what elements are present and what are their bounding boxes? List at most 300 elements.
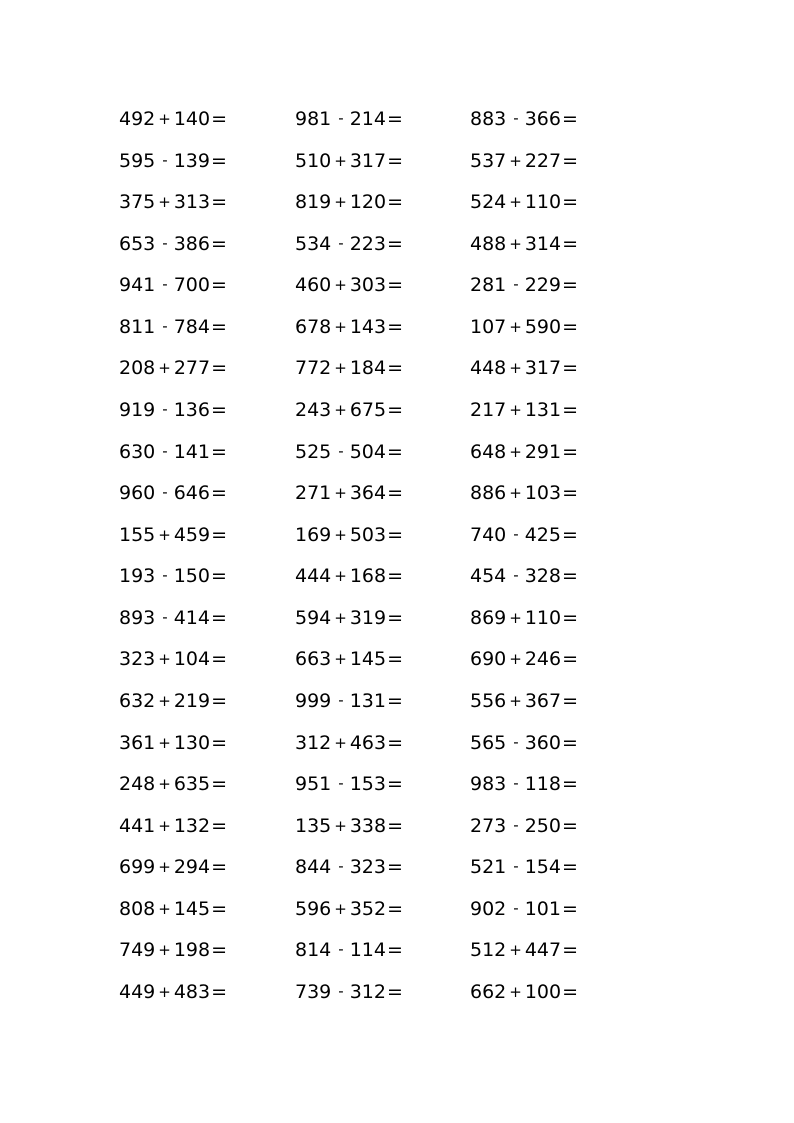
equals-sign: = (387, 191, 404, 214)
equals-sign: = (387, 648, 404, 671)
plus-sign: + (509, 359, 522, 378)
first-operand: 525 (295, 440, 332, 463)
second-operand: 154 (524, 856, 561, 879)
first-operand: 814 (295, 939, 332, 962)
equals-sign: = (562, 191, 579, 214)
arithmetic-problem (295, 395, 403, 425)
first-operand: 448 (470, 357, 507, 380)
minus-sign: - (338, 691, 344, 709)
second-operand: 323 (349, 856, 386, 879)
plus-sign: + (509, 442, 522, 461)
equals-sign: = (561, 897, 578, 920)
plus-sign: + (334, 151, 347, 170)
equals-sign: = (386, 440, 403, 463)
first-operand: 630 (119, 440, 156, 463)
first-operand: 449 (119, 981, 156, 1003)
second-operand: 414 (173, 606, 210, 629)
equals-sign: = (562, 357, 579, 380)
plus-sign: + (509, 317, 522, 336)
arithmetic-problem (295, 686, 403, 716)
equals-sign: = (211, 773, 228, 796)
plus-sign: + (158, 650, 171, 669)
plus-sign: + (158, 193, 171, 212)
second-operand: 132 (173, 814, 211, 837)
minus-sign: - (513, 857, 519, 876)
plus-sign: + (334, 359, 347, 378)
first-operand: 941 (119, 274, 156, 297)
second-operand: 367 (524, 690, 562, 712)
plus-sign: + (334, 733, 347, 752)
equals-sign: = (210, 399, 227, 421)
equals-sign: = (386, 232, 403, 255)
second-operand: 313 (173, 191, 211, 214)
second-operand: 784 (173, 315, 210, 338)
plus-sign: + (509, 234, 522, 253)
arithmetic-problem (119, 312, 227, 342)
first-operand: 653 (119, 232, 156, 255)
minus-sign: - (513, 566, 519, 585)
first-operand: 983 (470, 773, 507, 796)
first-operand: 595 (119, 149, 156, 172)
equals-sign: = (387, 731, 404, 754)
equals-sign: = (562, 690, 579, 712)
first-operand: 844 (295, 856, 332, 879)
first-operand: 960 (119, 482, 156, 505)
second-operand: 303 (349, 274, 387, 297)
first-operand: 271 (295, 482, 332, 505)
arithmetic-problem (470, 935, 578, 965)
minus-sign: - (162, 441, 168, 460)
first-operand: 565 (470, 731, 507, 754)
second-operand: 184 (349, 357, 387, 380)
first-operand: 951 (295, 773, 332, 796)
second-operand: 312 (349, 981, 386, 1003)
equals-sign: = (211, 108, 228, 130)
equals-sign: = (387, 149, 404, 172)
second-operand: 314 (524, 232, 562, 255)
first-operand: 819 (295, 191, 332, 214)
plus-sign: + (334, 317, 347, 336)
arithmetic-problem (119, 728, 227, 758)
first-operand: 492 (119, 108, 156, 130)
equals-sign: = (387, 897, 404, 920)
equals-sign: = (211, 814, 228, 837)
minus-sign: - (162, 150, 168, 169)
second-operand: 503 (349, 523, 387, 546)
minus-sign: - (162, 400, 168, 418)
arithmetic-problem (119, 187, 227, 217)
equals-sign: = (211, 731, 228, 754)
first-operand: 893 (119, 606, 156, 629)
second-operand: 646 (173, 482, 210, 505)
second-operand: 219 (173, 690, 211, 712)
arithmetic-problem (295, 478, 403, 508)
first-operand: 521 (470, 856, 507, 879)
arithmetic-problem (119, 437, 227, 467)
equals-sign: = (210, 565, 227, 588)
plus-sign: + (334, 484, 347, 503)
first-operand: 999 (295, 690, 332, 712)
second-operand: 136 (173, 399, 210, 421)
first-operand: 534 (295, 232, 332, 255)
first-operand: 135 (295, 814, 332, 837)
arithmetic-problem (470, 146, 578, 176)
plus-sign: + (158, 775, 171, 794)
first-operand: 678 (295, 315, 332, 338)
arithmetic-problem (119, 478, 227, 508)
equals-sign: = (561, 731, 578, 754)
arithmetic-problem (470, 561, 578, 591)
arithmetic-problem (119, 935, 227, 965)
first-operand: 537 (470, 149, 507, 172)
second-operand: 338 (349, 814, 387, 837)
plus-sign: + (334, 193, 347, 212)
plus-sign: + (334, 525, 347, 544)
second-operand: 150 (173, 565, 210, 588)
arithmetic-problem (295, 769, 403, 799)
arithmetic-problem (119, 353, 227, 383)
minus-sign: - (338, 940, 344, 959)
minus-sign: - (513, 898, 519, 917)
equals-sign: = (387, 482, 404, 505)
second-operand: 198 (173, 939, 211, 962)
first-operand: 512 (470, 939, 507, 962)
arithmetic-problem (470, 437, 578, 467)
equals-sign: = (387, 399, 404, 421)
equals-sign: = (386, 773, 403, 796)
arithmetic-problem (295, 977, 403, 1007)
equals-sign: = (562, 482, 579, 505)
arithmetic-problem (470, 728, 578, 758)
minus-sign: - (162, 275, 168, 294)
arithmetic-problem (119, 811, 227, 841)
first-operand: 510 (295, 149, 332, 172)
arithmetic-problem (470, 603, 578, 633)
equals-sign: = (211, 357, 228, 380)
second-operand: 131 (349, 690, 386, 712)
equals-sign: = (210, 149, 227, 172)
second-operand: 250 (524, 814, 561, 837)
second-operand: 104 (173, 648, 211, 671)
arithmetic-problem (470, 478, 578, 508)
plus-sign: + (509, 650, 522, 669)
equals-sign: = (211, 523, 228, 546)
minus-sign: - (338, 233, 344, 252)
second-operand: 130 (173, 731, 211, 754)
second-operand: 110 (524, 606, 562, 629)
arithmetic-problem (295, 229, 403, 259)
arithmetic-problem (470, 686, 578, 716)
arithmetic-problem (295, 935, 403, 965)
equals-sign: = (386, 981, 403, 1003)
arithmetic-problem (295, 312, 403, 342)
minus-sign: - (162, 607, 168, 626)
equals-sign: = (211, 939, 228, 962)
second-operand: 317 (349, 149, 387, 172)
minus-sign: - (513, 774, 519, 793)
equals-sign: = (210, 606, 227, 629)
second-operand: 675 (349, 399, 387, 421)
second-operand: 140 (173, 108, 211, 130)
second-operand: 139 (173, 149, 210, 172)
second-operand: 277 (173, 357, 211, 380)
arithmetic-problem (119, 769, 227, 799)
second-operand: 386 (173, 232, 210, 255)
first-operand: 208 (119, 357, 156, 380)
first-operand: 919 (119, 399, 156, 421)
first-operand: 869 (470, 606, 507, 629)
equals-sign: = (562, 149, 579, 172)
arithmetic-problem (470, 769, 578, 799)
equals-sign: = (387, 523, 404, 546)
first-operand: 648 (470, 440, 507, 463)
first-operand: 488 (470, 232, 507, 255)
arithmetic-problem (295, 644, 403, 674)
plus-sign: + (334, 816, 347, 835)
first-operand: 281 (470, 274, 507, 297)
equals-sign: = (211, 648, 228, 671)
first-operand: 772 (295, 357, 332, 380)
second-operand: 635 (173, 773, 211, 796)
first-operand: 193 (119, 565, 156, 588)
first-operand: 454 (470, 565, 507, 588)
arithmetic-problem (119, 894, 227, 924)
first-operand: 886 (470, 482, 507, 505)
plus-sign: + (334, 567, 347, 586)
second-operand: 700 (173, 274, 210, 297)
plus-sign: + (158, 525, 171, 544)
minus-sign: - (338, 441, 344, 460)
first-operand: 663 (295, 648, 332, 671)
arithmetic-problem (119, 146, 227, 176)
plus-sign: + (334, 608, 347, 627)
first-operand: 739 (295, 981, 332, 1003)
equals-sign: = (562, 648, 579, 671)
arithmetic-problem (295, 104, 403, 134)
arithmetic-problem (295, 728, 403, 758)
plus-sign: + (158, 692, 171, 710)
first-operand: 155 (119, 523, 156, 546)
first-operand: 596 (295, 897, 332, 920)
first-operand: 460 (295, 274, 332, 297)
arithmetic-problem (295, 852, 403, 882)
arithmetic-problem (119, 603, 227, 633)
arithmetic-problem (470, 977, 578, 1007)
plus-sign: + (509, 193, 522, 212)
arithmetic-problem (119, 977, 227, 1007)
second-operand: 229 (524, 274, 561, 297)
equals-sign: = (211, 981, 228, 1003)
first-operand: 749 (119, 939, 156, 962)
first-operand: 243 (295, 399, 332, 421)
arithmetic-problem (119, 852, 227, 882)
second-operand: 364 (349, 482, 387, 505)
second-operand: 110 (524, 191, 562, 214)
plus-sign: + (334, 276, 347, 295)
minus-sign: - (513, 275, 519, 294)
second-operand: 366 (524, 108, 561, 130)
first-operand: 312 (295, 731, 332, 754)
first-operand: 273 (470, 814, 507, 837)
plus-sign: + (334, 899, 347, 918)
arithmetic-problem (295, 146, 403, 176)
equals-sign: = (386, 856, 403, 879)
first-operand: 740 (470, 523, 507, 546)
first-operand: 811 (119, 315, 156, 338)
equals-sign: = (561, 856, 578, 879)
first-operand: 375 (119, 191, 156, 214)
minus-sign: - (338, 109, 344, 127)
second-operand: 483 (173, 981, 211, 1003)
first-operand: 444 (295, 565, 332, 588)
plus-sign: + (334, 650, 347, 669)
first-operand: 883 (470, 108, 507, 130)
plus-sign: + (509, 941, 522, 960)
arithmetic-problem (295, 353, 403, 383)
second-operand: 131 (524, 399, 562, 421)
minus-sign: - (513, 524, 519, 543)
arithmetic-problem (119, 644, 227, 674)
arithmetic-problem (470, 229, 578, 259)
arithmetic-problem (470, 270, 578, 300)
equals-sign: = (210, 315, 227, 338)
plus-sign: + (158, 816, 171, 835)
equals-sign: = (561, 814, 578, 837)
second-operand: 463 (349, 731, 387, 754)
first-operand: 248 (119, 773, 156, 796)
first-operand: 690 (470, 648, 507, 671)
first-operand: 361 (119, 731, 156, 754)
arithmetic-problem (470, 894, 578, 924)
plus-sign: + (334, 401, 347, 419)
equals-sign: = (387, 357, 404, 380)
arithmetic-problem (295, 437, 403, 467)
arithmetic-problem (119, 561, 227, 591)
second-operand: 294 (173, 856, 211, 879)
second-operand: 114 (349, 939, 386, 962)
equals-sign: = (386, 108, 403, 130)
equals-sign: = (562, 981, 579, 1003)
equals-sign: = (561, 274, 578, 297)
second-operand: 227 (524, 149, 562, 172)
first-operand: 217 (470, 399, 507, 421)
minus-sign: - (338, 774, 344, 793)
equals-sign: = (562, 939, 579, 962)
second-operand: 291 (524, 440, 562, 463)
arithmetic-problem (295, 187, 403, 217)
equals-sign: = (387, 606, 404, 629)
arithmetic-problem (295, 561, 403, 591)
minus-sign: - (513, 732, 519, 751)
equals-sign: = (387, 274, 404, 297)
arithmetic-problem (119, 104, 227, 134)
minus-sign: - (162, 233, 168, 252)
arithmetic-problem (470, 520, 578, 550)
second-operand: 168 (349, 565, 387, 588)
first-operand: 107 (470, 315, 507, 338)
second-operand: 145 (173, 897, 211, 920)
first-operand: 169 (295, 523, 332, 546)
first-operand: 632 (119, 690, 156, 712)
first-operand: 594 (295, 606, 332, 629)
second-operand: 141 (173, 440, 210, 463)
minus-sign: - (513, 815, 519, 834)
equals-sign: = (211, 856, 228, 879)
arithmetic-problem (295, 894, 403, 924)
equals-sign: = (210, 440, 227, 463)
second-operand: 100 (524, 981, 562, 1003)
first-operand: 556 (470, 690, 507, 712)
equals-sign: = (387, 565, 404, 588)
second-operand: 328 (524, 565, 561, 588)
plus-sign: + (158, 941, 171, 960)
second-operand: 590 (524, 315, 562, 338)
second-operand: 447 (524, 939, 562, 962)
equals-sign: = (562, 399, 579, 421)
equals-sign: = (561, 108, 578, 130)
second-operand: 143 (349, 315, 387, 338)
arithmetic-problem (470, 187, 578, 217)
first-operand: 808 (119, 897, 156, 920)
minus-sign: - (513, 109, 519, 127)
equals-sign: = (562, 440, 579, 463)
equals-sign: = (211, 191, 228, 214)
second-operand: 223 (349, 232, 386, 255)
equals-sign: = (210, 232, 227, 255)
equals-sign: = (387, 315, 404, 338)
arithmetic-problem (119, 229, 227, 259)
plus-sign: + (509, 983, 522, 1001)
plus-sign: + (158, 110, 171, 128)
minus-sign: - (338, 857, 344, 876)
plus-sign: + (509, 692, 522, 710)
arithmetic-problem (470, 395, 578, 425)
equals-sign: = (210, 482, 227, 505)
arithmetic-problem (119, 270, 227, 300)
second-operand: 319 (349, 606, 387, 629)
plus-sign: + (509, 484, 522, 503)
first-operand: 902 (470, 897, 507, 920)
equals-sign: = (562, 606, 579, 629)
plus-sign: + (158, 858, 171, 877)
second-operand: 317 (524, 357, 562, 380)
arithmetic-problem (470, 312, 578, 342)
equals-sign: = (386, 939, 403, 962)
second-operand: 246 (524, 648, 562, 671)
plus-sign: + (158, 359, 171, 378)
minus-sign: - (162, 483, 168, 502)
arithmetic-problem (470, 104, 578, 134)
minus-sign: - (162, 316, 168, 335)
second-operand: 120 (349, 191, 387, 214)
first-operand: 524 (470, 191, 507, 214)
second-operand: 504 (349, 440, 386, 463)
equals-sign: = (386, 690, 403, 712)
first-operand: 441 (119, 814, 156, 837)
first-operand: 323 (119, 648, 156, 671)
minus-sign: - (162, 566, 168, 585)
equals-sign: = (211, 897, 228, 920)
arithmetic-problem (119, 686, 227, 716)
equals-sign: = (561, 773, 578, 796)
second-operand: 352 (349, 897, 387, 920)
second-operand: 101 (524, 897, 561, 920)
equals-sign: = (210, 274, 227, 297)
arithmetic-problem (470, 852, 578, 882)
arithmetic-problem (119, 395, 227, 425)
arithmetic-problem (470, 811, 578, 841)
second-operand: 459 (173, 523, 211, 546)
